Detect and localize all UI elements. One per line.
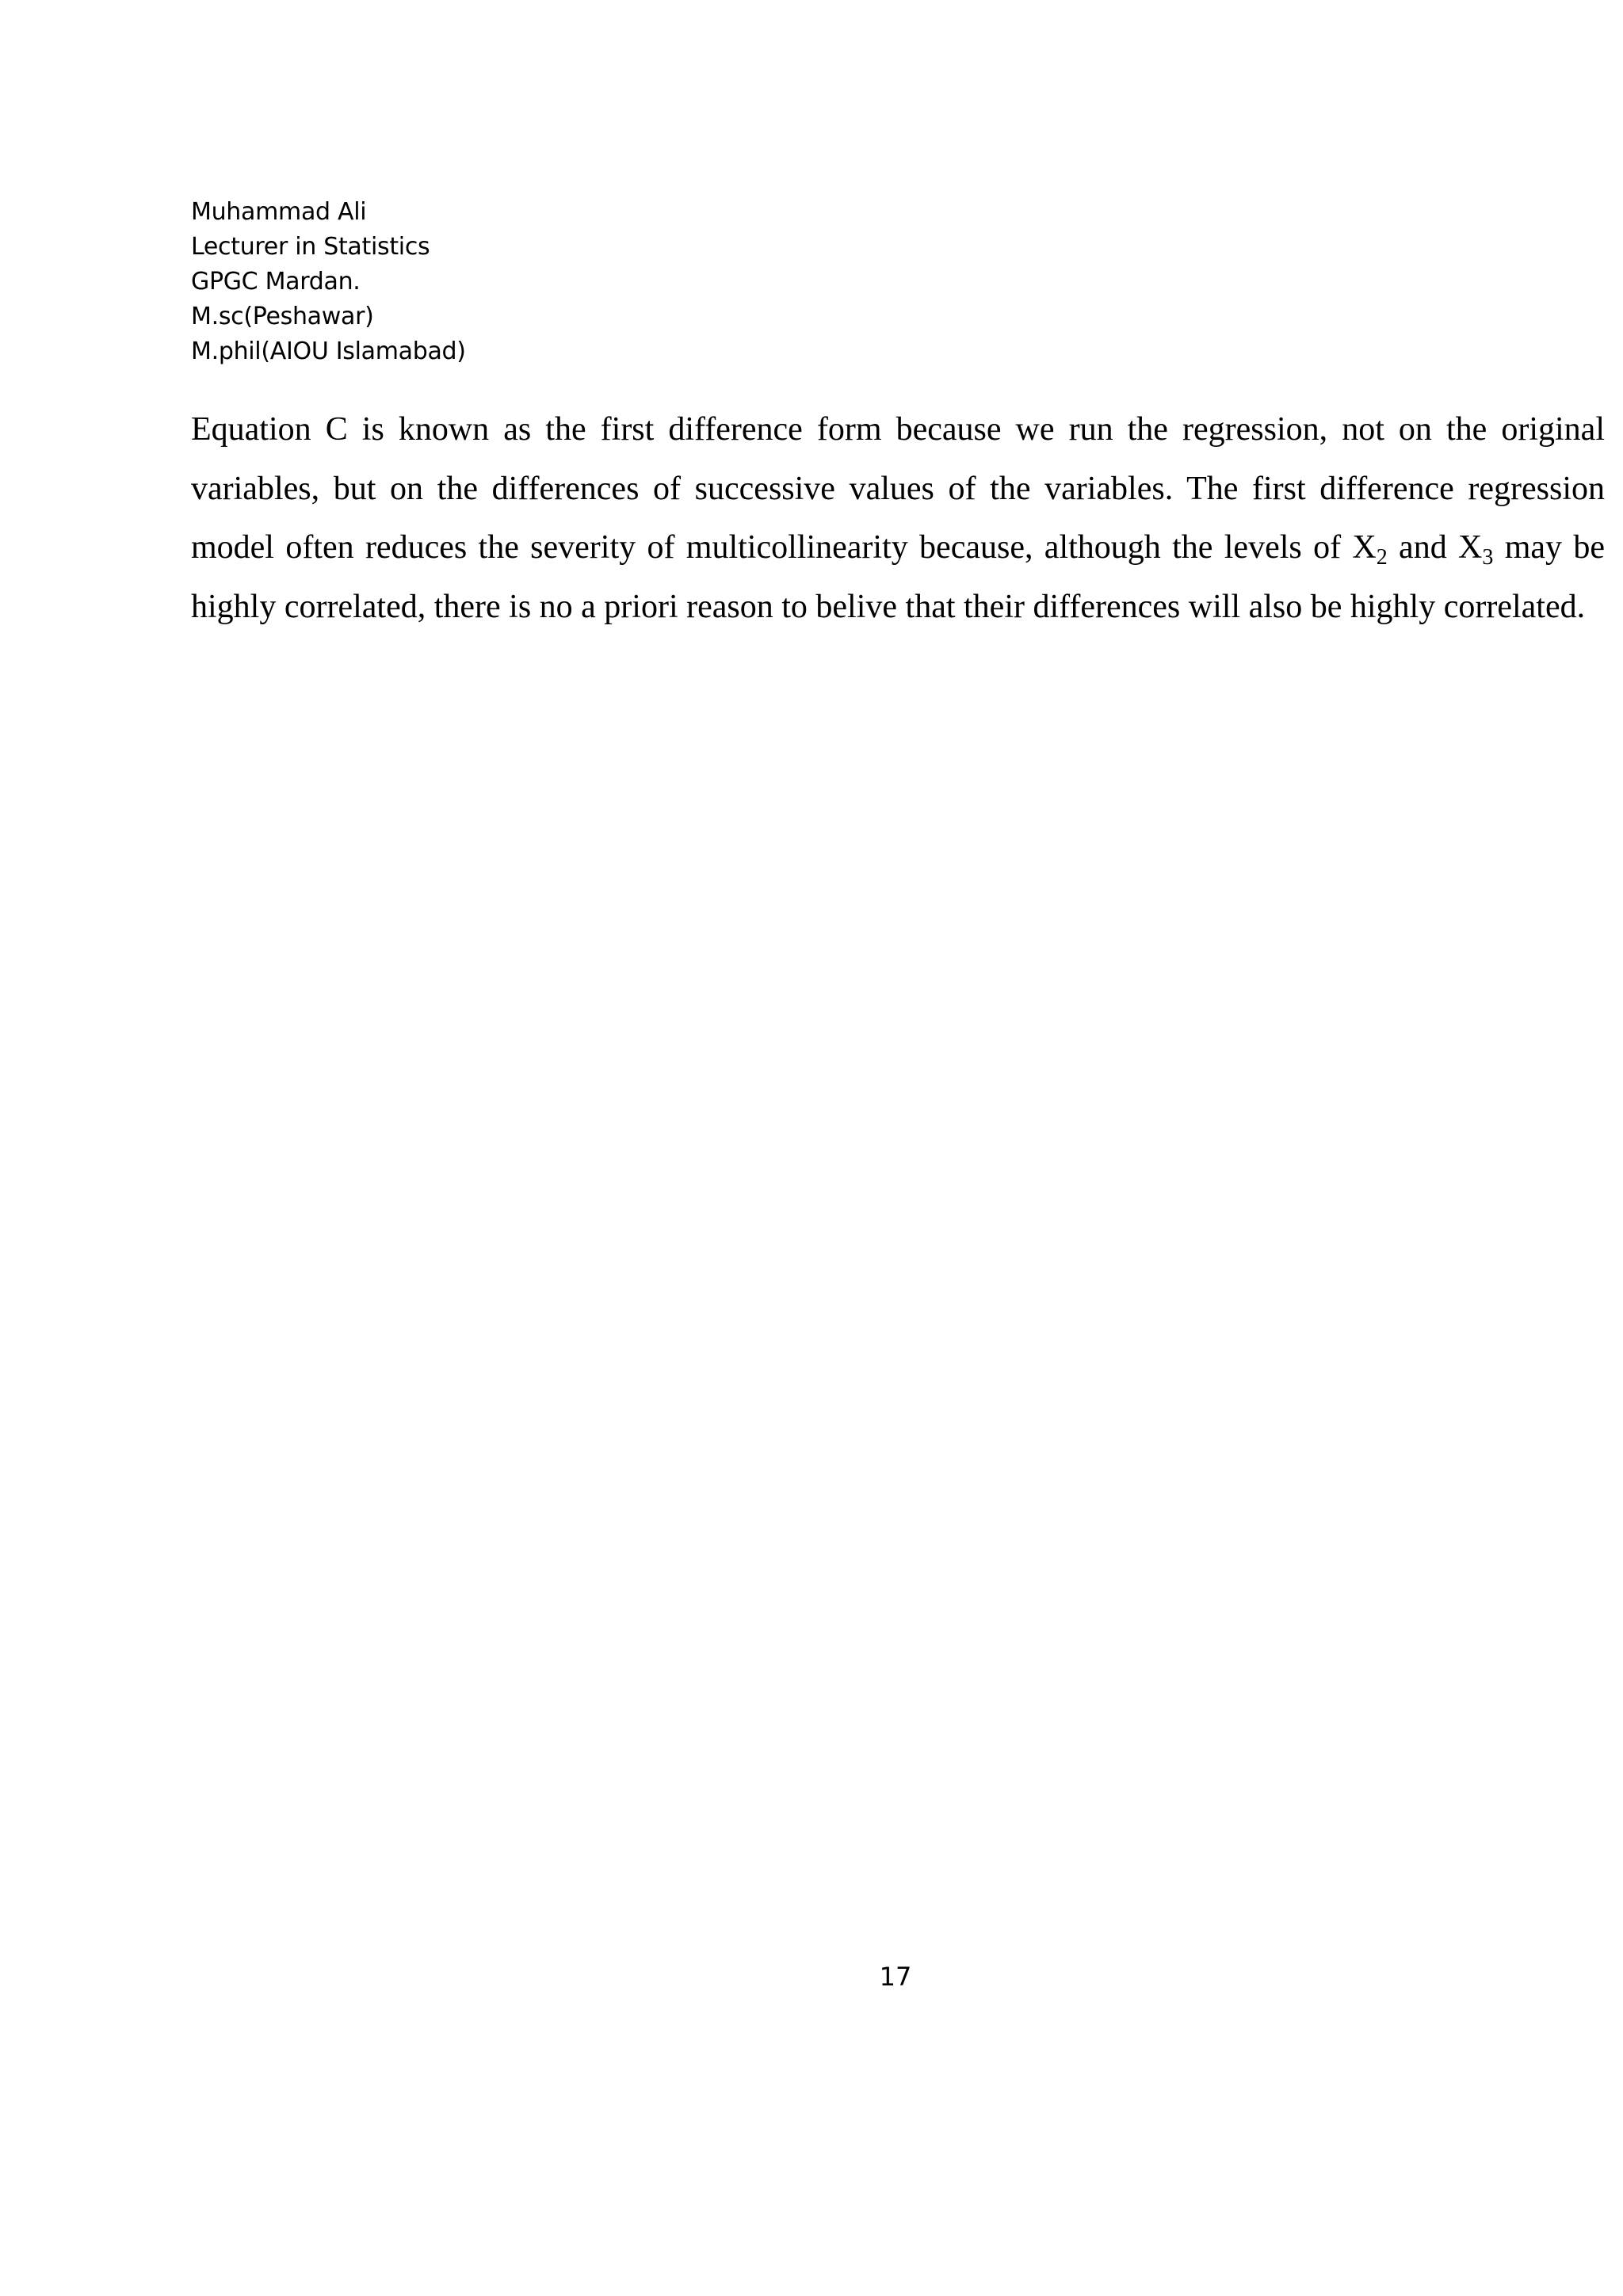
page-number: 17 [879, 1962, 912, 1992]
author-institution: GPGC Mardan. [191, 268, 361, 296]
author-degree-mphil: M.phil(AIOU Islamabad) [191, 338, 466, 365]
paragraph-text-part-2: and X [1387, 529, 1483, 566]
paragraph-text-part-3: may be highly correlated, there is no a priori reason to belive that their differences will also be highly correlated. [191, 529, 1605, 625]
paragraph-text-part-1: Equation C is known as the first difference form because we run the regression, not on the original variables, but on the differences of successive values of the variables. The first difference regression model often reduces the severity of multicollinearity because, although the levels of X [191, 411, 1605, 566]
subscript-2: 2 [1376, 545, 1388, 570]
author-name: Muhammad Ali [191, 198, 367, 226]
subscript-3: 3 [1482, 545, 1494, 570]
author-position: Lecturer in Statistics [191, 233, 430, 261]
author-degree-msc: M.sc(Peshawar) [191, 303, 374, 330]
author-header [191, 195, 466, 369]
body-paragraph [191, 400, 1605, 636]
